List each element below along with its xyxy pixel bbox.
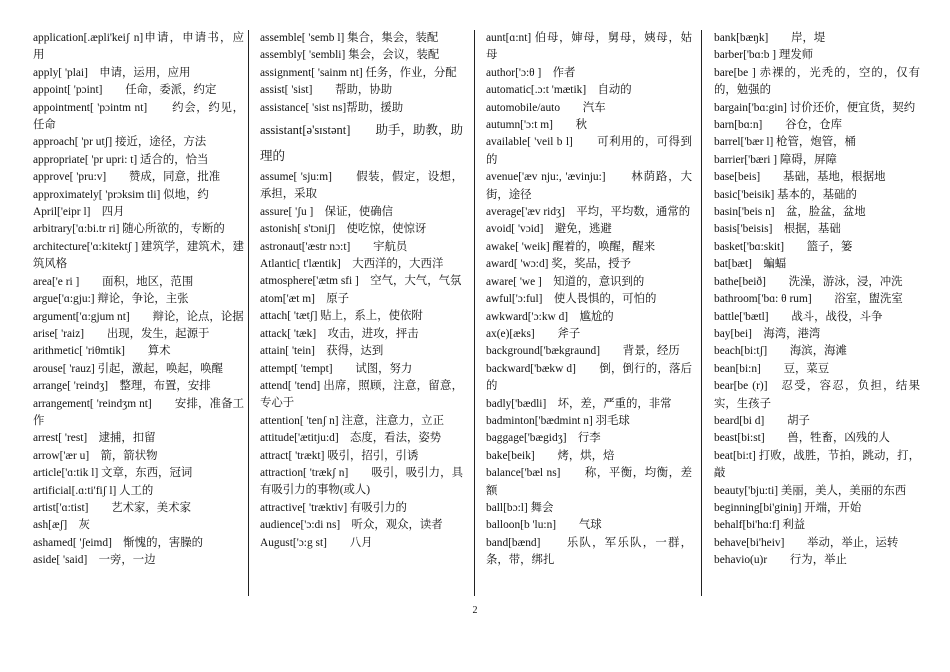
dictionary-entry: beauty['bju:ti] 美丽，美人，美丽的东西 [714,484,907,497]
dictionary-entry: attempt[ 'tempt] 试图，努力 [260,362,413,375]
dictionary-entry: badly['bædli] 坏，差，严重的，非常 [486,397,672,410]
dictionary-entry: aware[ 'we ] 知道的，意识到的 [486,275,645,288]
dictionary-entry: aunt[ɑ:nt] 伯母，婶母，舅母，姨母，姑母 [486,32,692,62]
dictionary-entry: assume[ 'sju:m] 假装，假定，设想，承担，采取 [260,171,463,201]
dictionary-entry: assistant[ə'sɪstənt] 助手，助教，助理的 [260,123,463,164]
dictionary-entry: bare[be ] 赤裸的，光秃的，空的，仅有的，勉强的 [714,66,920,97]
dictionary-entry: backward['bækw d] 倒，倒行的，落后的 [486,362,692,393]
dictionary-entry: attraction[ 'trækʃ n] 吸引，吸引力，具有吸引力的事物(或人) [260,466,463,497]
dictionary-entry: band[bænd] 乐队，军乐队，一群，条，带，绑扎 [486,536,692,567]
dictionary-entry: basket['bɑ:skit] 篮子，篓 [714,240,853,253]
dictionary-entry: approve[ 'pru:v] 赞成，同意，批准 [33,171,221,184]
column-1 [33,30,244,570]
dictionary-entry: behalf[bi'hɑ:f] 利益 [714,519,806,532]
dictionary-entry: attack[ 'tæk] 攻击，进攻，抨击 [260,327,419,340]
dictionary-entry: argue['ɑ:gju:] 辩论，争论，主张 [33,293,189,306]
dictionary-entry: arise[ 'raiz] 出现，发生，起源于 [33,327,210,340]
dictionary-entry: approximately[ 'prɔksim tli] 似地，约 [33,188,209,201]
column-2 [260,30,463,552]
dictionary-entry: barn[bɑ:n] 谷仓，仓库 [714,119,843,132]
dictionary-entry: April['eipr l] 四月 [33,206,125,219]
dictionary-entry: basin['beis n] 盆，脸盆，盆地 [714,206,866,219]
dictionary-entry: basic['beisik] 基本的，基础的 [714,188,857,201]
dictionary-entry: bargain['bɑ:gin] 讨价还价，便宜货，契约 [714,101,916,114]
dictionary-entry: awkward['ɔ:kw d] 尴尬的 [486,310,614,323]
dictionary-entry: balloon[b 'lu:n] 气球 [486,519,602,532]
dictionary-entry: audience['ɔ:di ns] 听众，观众，读者 [260,519,443,532]
dictionary-entry: barber['bɑ:b ] 理发师 [714,49,814,62]
dictionary-entry: assembly[ 'sembli] 集会，会议，装配 [260,49,440,62]
dictionary-entry: attitude['ætitju:d] 态度，看法，姿势 [260,432,442,445]
dictionary-entry: apply[ 'plai] 申请，运用，应用 [33,66,191,79]
dictionary-entry: behavio(u)r 行为，举止 [714,554,847,567]
dictionary-entry: artist['ɑ:tist] 艺术家，美术家 [33,501,191,514]
dictionary-entry: ax(e)[æks] 斧子 [486,327,581,340]
dictionary-entry: bake[beik] 烤，烘，焙 [486,449,615,462]
dictionary-entry: arithmetic[ 'riθmtik] 算术 [33,345,171,358]
dictionary-entry: battle['bætl] 战斗，战役，斗争 [714,310,883,323]
dictionary-entry: arrangement[ 'reindʒm nt] 安排，准备工作 [33,397,244,427]
page-number: 2 [472,605,478,616]
dictionary-entry: Atlantic[ t'læntik] 大西洋的，大西洋 [260,258,444,271]
dictionary-entry: appropriate[ 'pr upri: t] 适合的，恰当 [33,153,209,166]
dictionary-entry: approach[ 'pr utʃ] 接近，途径，方法 [33,136,207,149]
dictionary-entry: award[ 'wɔ:d] 奖，奖品，授予 [486,258,632,271]
dictionary-entry: assure[ 'ʃu ] 保证，使确信 [260,205,394,218]
dictionary-entry: average['æv ridʒ] 平均，平均数，通常的 [486,206,691,219]
dictionary-entry: barrel['bær l] 枪管，炮管，桶 [714,136,856,149]
dictionary-entry: arrange[ 'reindʒ] 整理，布置，安排 [33,380,211,393]
dictionary-entry: arbitrary['ɑ:bi.tr ri] 随心所欲的，专断的 [33,223,225,236]
dictionary-entry: assist[ 'sist] 帮助，协助 [260,84,393,97]
dictionary-entry: arrow['ær u] 箭，箭状物 [33,449,158,462]
dictionary-entry: available[ 'veil b l] 可利用的，可得到的 [486,136,692,166]
dictionary-entry: bat[bæt] 蝙蝠 [714,258,787,271]
column-divider [701,30,702,596]
column-divider [248,30,249,596]
dictionary-entry: bank[bæŋk] 岸，堤 [714,32,826,44]
column-4 [714,30,920,570]
dictionary-entry: avenue['æv nju:, 'ævinju:] 林荫路，大街，途径 [486,171,692,201]
dictionary-entry: beard[bi d] 胡子 [714,414,810,427]
dictionary-entry: beast[bi:st] 兽，牲畜，凶残的人 [714,432,890,445]
column-3 [486,30,692,570]
dictionary-entry: article['ɑ:tik l] 文章，东西，冠词 [33,467,193,480]
dictionary-entry: balance['bæl ns] 称，平衡，均衡，差额 [486,467,692,497]
dictionary-entry: arrest[ 'rest] 逮捕，扣留 [33,432,156,445]
dictionary-entry: baggage['bægidʒ] 行李 [486,432,601,445]
dictionary-entry: attention[ 'tenʃ n] 注意，注意力，立正 [260,414,444,427]
dictionary-entry: ashamed[ 'ʃeimd] 惭愧的，害臊的 [33,536,204,549]
dictionary-entry: atom['æt m] 原子 [260,292,350,305]
dictionary-entry: ash[æʃ] 灰 [33,519,90,532]
dictionary-entry: autumn['ɔ:t m] 秋 [486,119,588,132]
dictionary-entry: August['ɔ:g st] 八月 [260,536,373,549]
dictionary-entry: base[beis] 基础，基地，根据地 [714,171,886,184]
dictionary-entry: astonish[ s'tɔniʃ] 使吃惊，使惊讶 [260,223,427,236]
dictionary-entry: attend[ 'tend] 出席，照顾，注意，留意，专心于 [260,379,463,410]
dictionary-entry: assignment[ 'sainm nt] 任务，作业，分配 [260,66,457,79]
dictionary-entry: bean[bi:n] 豆，菜豆 [714,362,830,375]
column-divider [474,30,475,596]
dictionary-entry: ball[bɔ:l] 舞会 [486,501,554,514]
dictionary-entry: awake[ 'weik] 醒着的，唤醒，醒来 [486,240,656,253]
dictionary-entry: badminton['bædmint n] 羽毛球 [486,414,630,427]
dictionary-entry: appointment[ 'pɔintm nt] 约会，约见，任命 [33,101,244,132]
dictionary-entry: argument['ɑ:gjum nt] 辩论，论点，论据 [33,310,244,323]
dictionary-entry: attract[ 'trækt] 吸引，招引，引诱 [260,449,419,462]
dictionary-entry: attach[ 'tætʃ] 贴上，系上，使依附 [260,310,423,323]
dictionary-entry: background['bækgraund] 背景，经历 [486,345,680,358]
dictionary-entry: aside[ 'said] 一旁，一边 [33,554,156,567]
dictionary-entry: bathroom['bɑ: θ rum] 浴室，盥洗室 [714,293,903,306]
dictionary-entry: automobile/auto 汽车 [486,101,606,114]
dictionary-entry: avoid[ 'vɔid] 避免，逃避 [486,223,612,236]
dictionary-entry: assistance[ 'sist ns]帮助，援助 [260,101,404,114]
dictionary-entry: astronaut['æstr nɔ:t] 宇航员 [260,240,408,253]
dictionary-entry: bay[bei] 海湾，港湾 [714,327,821,340]
dictionary-entry: attain[ 'tein] 获得，达到 [260,345,384,358]
dictionary-entry: author['ɔ:θ ] 作者 [486,66,576,79]
dictionary-entry: beach[bi:tʃ] 海滨，海滩 [714,345,847,358]
dictionary-entry: basis['beisis] 根据，基础 [714,223,841,236]
dictionary-entry: artificial[.ɑ:ti'fiʃ l] 人工的 [33,484,154,497]
dictionary-entry: bathe[beið] 洗澡，游泳，浸，冲洗 [714,275,903,288]
dictionary-entry: architecture['ɑ:kitektʃ ] 建筑学，建筑术，建筑风格 [33,240,244,271]
dictionary-entry: behave[bi'heiv] 举动，举止，运转 [714,536,899,549]
dictionary-entry: beat[bi:t] 打败，战胜，节拍，跳动，打，敲 [714,449,920,480]
dictionary-entry: assemble[ 'semb l] 集合，集会，装配 [260,32,439,44]
dictionary-entry: area['e ri ] 面积，地区，范围 [33,275,194,288]
dictionary-entry: awful['ɔ:ful] 使人畏惧的，可怕的 [486,293,657,306]
dictionary-entry: appoint[ 'pɔint] 任命，委派，约定 [33,84,217,97]
dictionary-entry: arouse[ 'rauz] 引起，激起，唤起，唤醒 [33,362,223,375]
dictionary-entry: beginning[bi'giniŋ] 开端，开始 [714,501,862,514]
dictionary-entry: barrier['bæri ] 障碍，屏障 [714,153,837,166]
dictionary-entry: attractive[ 'træktiv] 有吸引力的 [260,501,407,514]
dictionary-entry: bear[be (r)] 忍受，容忍，负担，结果实，生孩子 [714,380,920,410]
dictionary-entry: application[.æpli'keiʃ n]申请，申请书，应用 [33,32,244,62]
dictionary-entry: atmosphere['ætm sfi ] 空气，大气，气氛 [260,275,462,288]
dictionary-entry: automatic[.ɔ:t 'mætik] 自动的 [486,84,632,97]
